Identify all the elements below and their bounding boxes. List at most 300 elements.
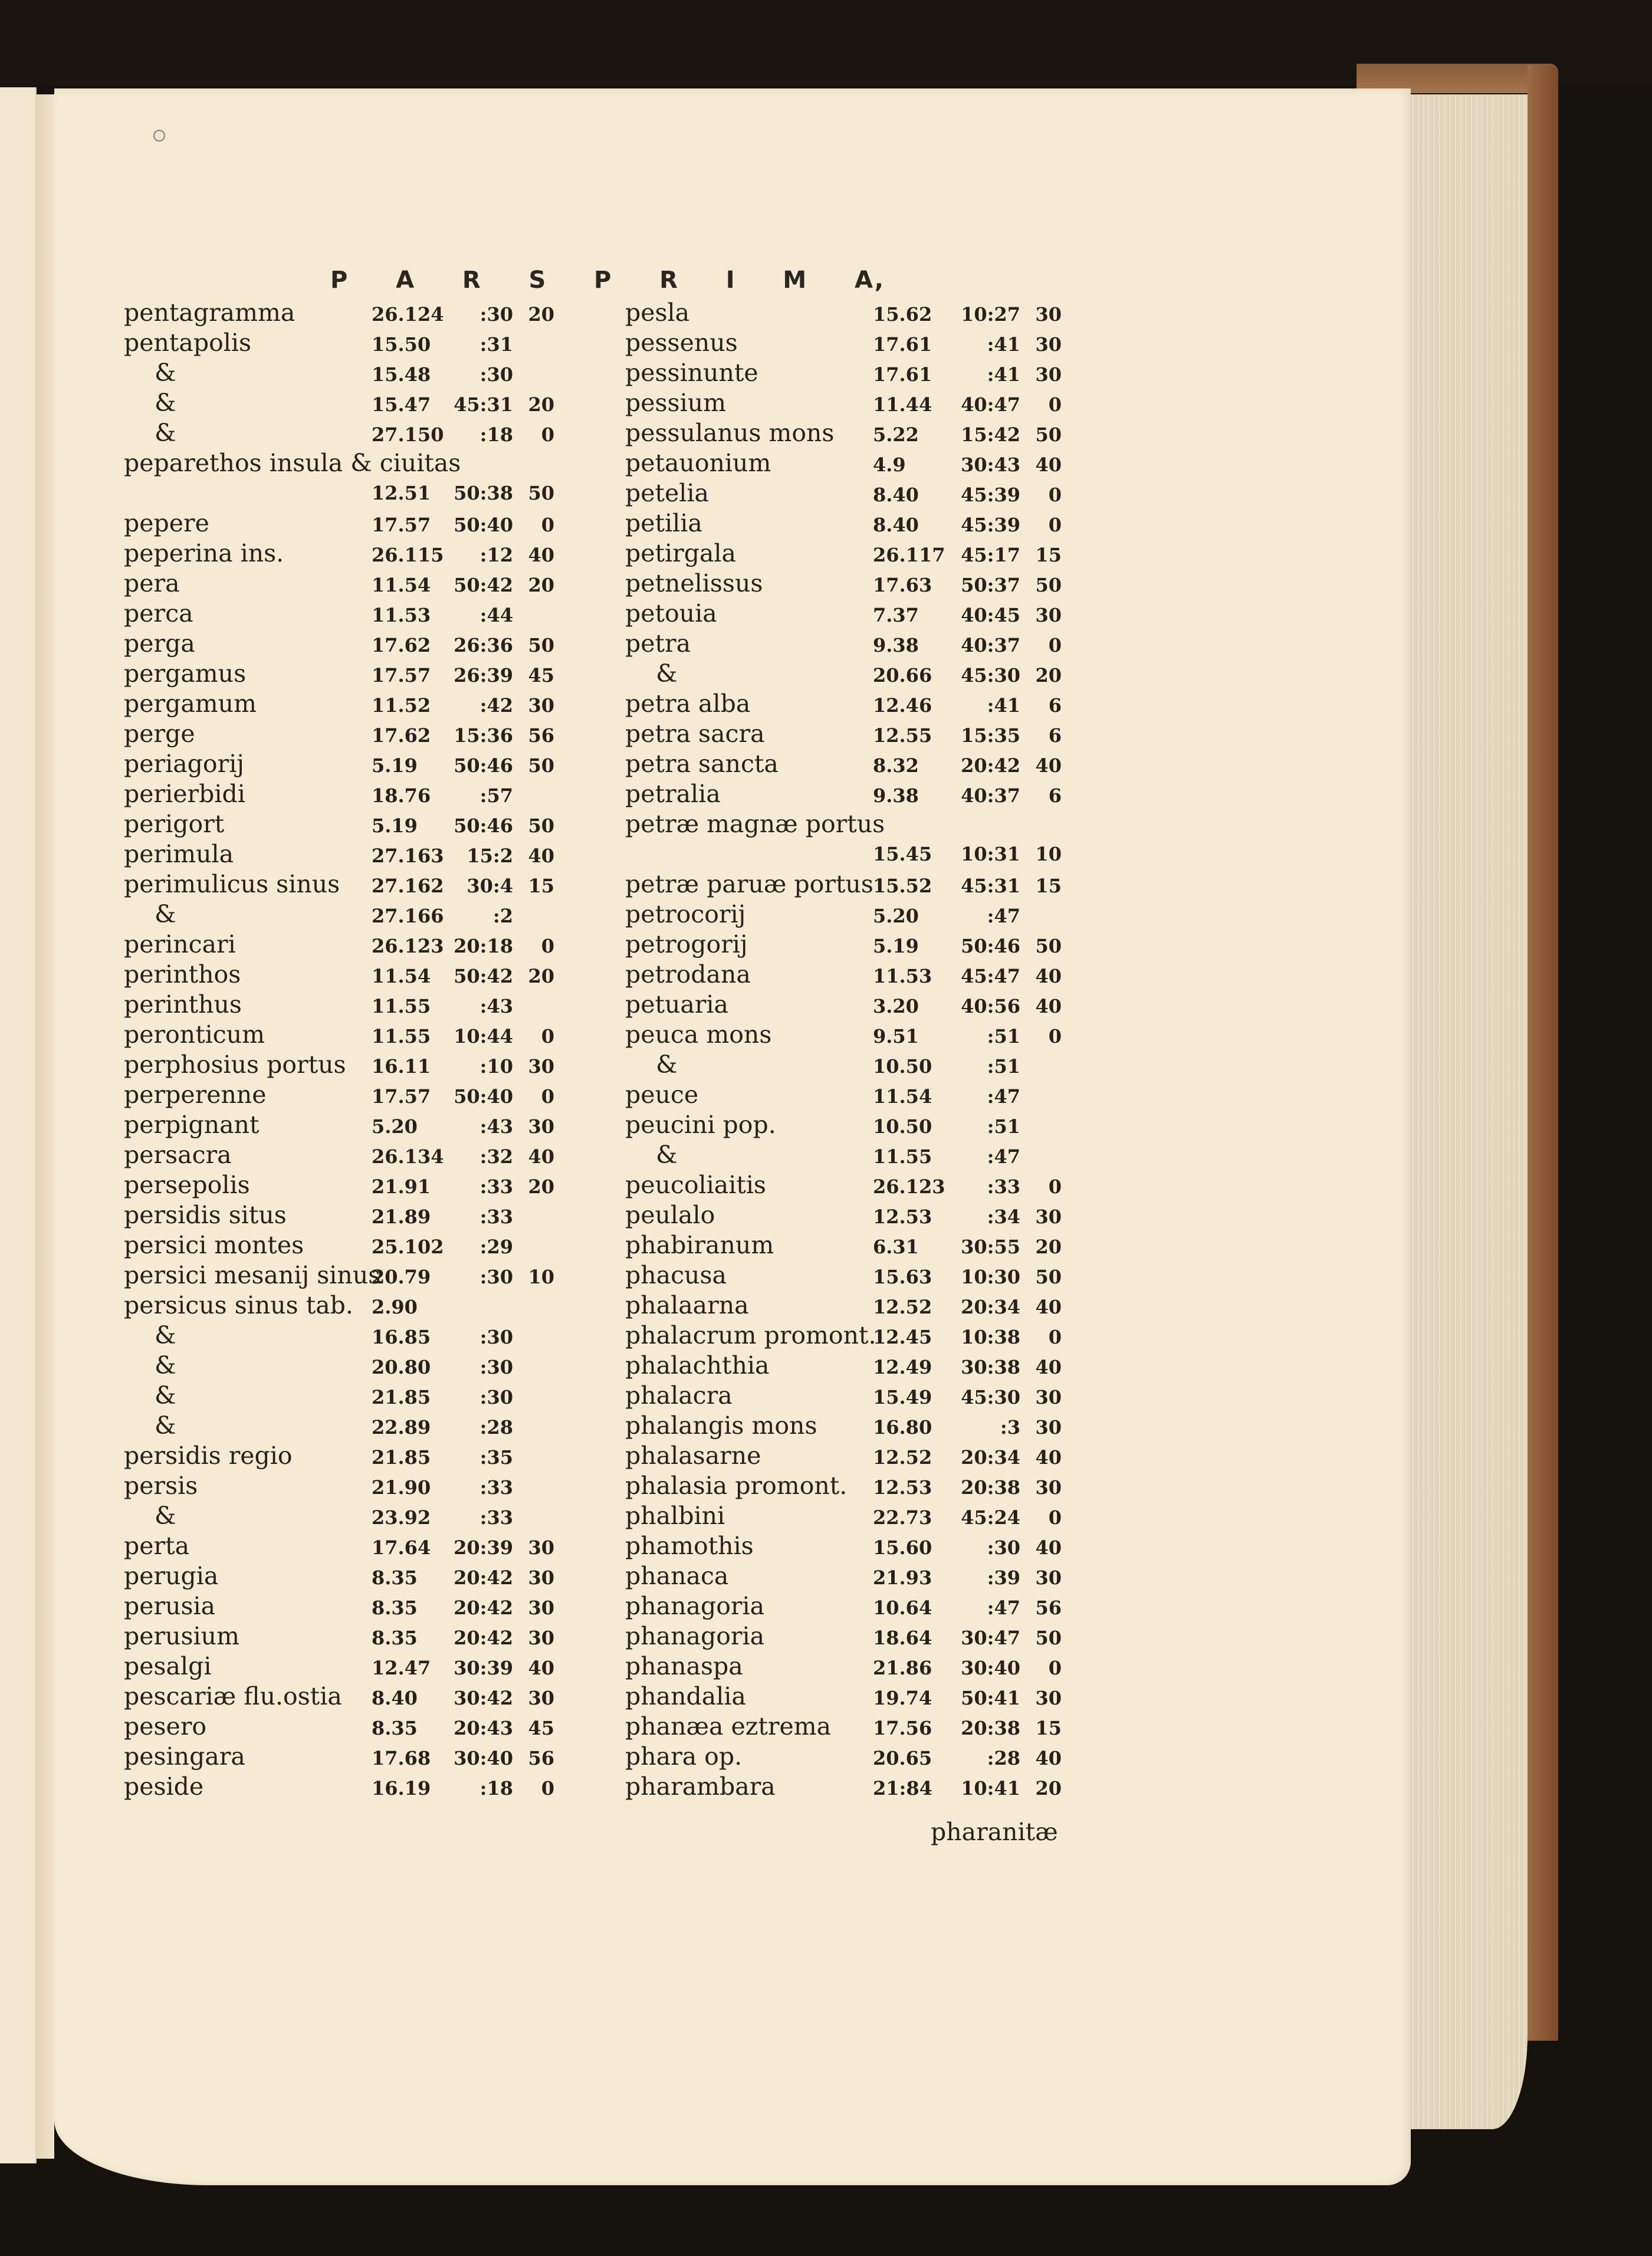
index-entry <box>625 749 1109 779</box>
minutes: 30 <box>1035 303 1062 326</box>
table-reference: 2.90 <box>372 1296 418 1318</box>
index-entry <box>625 1290 1109 1321</box>
coordinate: 10:30 <box>961 1266 1020 1288</box>
minutes: 20 <box>1035 1777 1062 1799</box>
place-name: pentapolis <box>124 329 252 357</box>
table-reference: 9.38 <box>873 784 919 807</box>
place-name: petouia <box>625 599 717 628</box>
minutes: 40 <box>1035 454 1062 476</box>
index-entry <box>124 990 596 1020</box>
place-name: pergamus <box>124 659 247 688</box>
place-name: peucini pop. <box>625 1111 776 1139</box>
place-name: pescariæ flu.ostia <box>124 1682 342 1710</box>
table-reference: 12.46 <box>873 694 932 717</box>
table-reference: 15.45 <box>873 843 932 865</box>
minutes: 45 <box>528 664 554 687</box>
place-name: phanagoria <box>625 1592 765 1620</box>
facing-page-edge <box>0 87 37 2163</box>
index-entry <box>625 538 1109 569</box>
minutes: 40 <box>1035 1356 1062 1378</box>
coordinate: :33 <box>479 1506 513 1529</box>
minutes: 6 <box>1048 724 1062 747</box>
index-entry <box>124 538 596 569</box>
running-head-letter: M <box>783 267 808 294</box>
coordinate: :41 <box>987 363 1020 386</box>
place-name: perpignant <box>124 1111 260 1139</box>
coordinate: 45:30 <box>961 664 1020 687</box>
place-name: perca <box>124 599 193 628</box>
coordinate: 30:4 <box>467 875 513 897</box>
place-name: & <box>656 1050 678 1079</box>
coordinate: 40:37 <box>961 634 1020 656</box>
index-entry <box>124 1441 596 1471</box>
index-entry <box>124 1712 596 1742</box>
index-entry <box>625 1230 1109 1260</box>
table-reference: 20.65 <box>873 1747 932 1769</box>
coordinate: 10:27 <box>961 303 1020 326</box>
table-reference: 10.50 <box>873 1055 932 1078</box>
index-entry <box>124 448 596 478</box>
place-name: petauonium <box>625 449 771 477</box>
index-entry <box>625 960 1109 990</box>
index-entry <box>625 1140 1109 1170</box>
coordinate: :43 <box>479 1115 513 1138</box>
index-entry <box>625 298 1109 328</box>
coordinate: 30:38 <box>961 1356 1020 1378</box>
coordinate: :28 <box>479 1416 513 1439</box>
table-reference: 12.55 <box>873 724 932 747</box>
coordinate: 15:2 <box>467 845 513 867</box>
table-reference: 22.89 <box>372 1416 431 1439</box>
index-entry <box>124 899 596 930</box>
minutes: 56 <box>528 724 554 747</box>
index-entry <box>124 779 596 809</box>
place-name: persis <box>124 1472 198 1500</box>
index-entry <box>625 1471 1109 1501</box>
index-entry <box>124 1020 596 1050</box>
place-name: peucoliaitis <box>625 1171 766 1199</box>
place-name: phandalia <box>625 1682 746 1710</box>
index-entry <box>625 1170 1109 1200</box>
table-reference: 6.31 <box>873 1236 919 1258</box>
coordinate: :43 <box>479 995 513 1017</box>
place-name: petelia <box>625 479 709 507</box>
minutes: 20 <box>528 303 554 326</box>
coordinate: :42 <box>479 694 513 717</box>
minutes: 40 <box>528 845 554 867</box>
index-entry <box>124 1471 596 1501</box>
place-name: & <box>155 1351 176 1380</box>
running-head-letter: P <box>594 267 613 294</box>
minutes: 0 <box>1048 393 1062 416</box>
table-reference: 15.49 <box>873 1386 932 1408</box>
index-entry <box>124 1290 596 1321</box>
place-name: & <box>155 1502 176 1530</box>
coordinate: :29 <box>479 1236 513 1258</box>
minutes: 40 <box>528 1145 554 1168</box>
coordinate: 40:37 <box>961 784 1020 807</box>
minutes: 40 <box>1035 995 1062 1017</box>
book-cover-edge <box>1528 65 1558 2041</box>
coordinate: 40:56 <box>961 995 1020 1017</box>
running-head-letter: A <box>396 267 416 294</box>
coordinate: 45:39 <box>961 484 1020 506</box>
table-reference: 8.40 <box>372 1687 418 1709</box>
table-reference: 27.166 <box>372 905 444 927</box>
minutes: 30 <box>1035 604 1062 626</box>
place-name: persici mesanij sinus <box>124 1261 381 1289</box>
coordinate: 45:31 <box>454 393 513 416</box>
coordinate: 20:38 <box>961 1476 1020 1499</box>
minutes: 0 <box>1048 1025 1062 1047</box>
index-entry <box>124 1050 596 1080</box>
coordinate: 40:47 <box>961 393 1020 416</box>
coordinate: :30 <box>987 1536 1020 1559</box>
table-reference: 16.11 <box>372 1055 431 1078</box>
index-entry <box>625 1351 1109 1381</box>
coordinate: 15:36 <box>454 724 513 747</box>
coordinate: :31 <box>479 333 513 356</box>
table-reference: 12.53 <box>873 1206 932 1228</box>
table-reference: 26.115 <box>372 544 444 566</box>
table-reference: 8.32 <box>873 754 919 777</box>
index-entry <box>124 1531 596 1561</box>
table-reference: 12.52 <box>873 1446 932 1469</box>
place-name: petra alba <box>625 689 751 718</box>
index-entry <box>124 418 596 448</box>
coordinate: :47 <box>987 1085 1020 1108</box>
minutes: 40 <box>1035 1747 1062 1769</box>
minutes: 0 <box>1048 1326 1062 1348</box>
place-name: perugia <box>124 1562 219 1590</box>
table-reference: 23.92 <box>372 1506 431 1529</box>
minutes: 15 <box>1035 875 1062 897</box>
place-name: petirgala <box>625 539 736 567</box>
coordinate: :33 <box>479 1206 513 1228</box>
coordinate: 20:43 <box>454 1717 513 1739</box>
index-entry <box>625 358 1109 388</box>
table-reference: 12.51 <box>372 482 431 504</box>
table-reference: 18.64 <box>873 1627 932 1649</box>
coordinate: 50:41 <box>961 1687 1020 1709</box>
minutes: 40 <box>528 544 554 566</box>
coordinate: 50:38 <box>454 482 513 504</box>
coordinate: 40:45 <box>961 604 1020 626</box>
index-entry <box>625 1501 1109 1531</box>
coordinate: 20:42 <box>961 754 1020 777</box>
index-entry <box>124 1411 596 1441</box>
table-reference: 17.57 <box>372 514 431 536</box>
table-reference: 22.73 <box>873 1506 932 1529</box>
index-entry <box>625 1561 1109 1591</box>
place-name: peronticum <box>124 1020 265 1049</box>
index-entry <box>625 1591 1109 1621</box>
index-entry <box>625 1200 1109 1230</box>
index-entry <box>124 328 596 358</box>
place-name: petra sancta <box>625 750 779 778</box>
coordinate: 45:24 <box>961 1506 1020 1529</box>
minutes: 56 <box>1035 1597 1062 1619</box>
index-entry <box>625 1621 1109 1651</box>
coordinate: :51 <box>987 1115 1020 1138</box>
coordinate: :18 <box>479 423 513 446</box>
table-reference: 17.61 <box>873 333 932 356</box>
table-reference: 20.66 <box>873 664 932 687</box>
table-reference: 16.85 <box>372 1326 431 1348</box>
minutes: 15 <box>1035 1717 1062 1739</box>
table-reference: 17.57 <box>372 664 431 687</box>
place-name: peuce <box>625 1081 699 1109</box>
table-reference: 5.20 <box>372 1115 418 1138</box>
table-reference: 17.63 <box>873 574 932 596</box>
place-name: phamothis <box>625 1532 754 1560</box>
table-reference: 5.19 <box>372 754 418 777</box>
coordinate: 15:42 <box>961 423 1020 446</box>
coordinate: 50:40 <box>454 514 513 536</box>
coordinate: 10:38 <box>961 1326 1020 1348</box>
index-entry <box>625 448 1109 478</box>
running-head-letter: A, <box>855 267 885 294</box>
table-reference: 15.48 <box>372 363 431 386</box>
minutes: 20 <box>528 1175 554 1198</box>
table-reference: 21.85 <box>372 1446 431 1469</box>
minutes: 0 <box>1048 484 1062 506</box>
index-entry <box>124 1140 596 1170</box>
coordinate: :57 <box>479 784 513 807</box>
place-name: phalaarna <box>625 1291 749 1319</box>
coordinate: 45:39 <box>961 514 1020 536</box>
index-entry <box>625 569 1109 599</box>
place-name: phalacra <box>625 1381 733 1410</box>
minutes: 0 <box>541 1777 554 1799</box>
place-name: persacra <box>124 1141 232 1169</box>
minutes: 50 <box>1035 935 1062 957</box>
table-reference: 21.86 <box>873 1657 932 1679</box>
index-entry <box>625 1050 1109 1080</box>
place-name: perta <box>124 1532 190 1560</box>
table-reference: 15.63 <box>873 1266 932 1288</box>
index-entry <box>124 1742 596 1772</box>
minutes: 30 <box>1035 333 1062 356</box>
minutes: 6 <box>1048 694 1062 717</box>
place-name: perusia <box>124 1592 216 1620</box>
coordinate: :30 <box>479 1326 513 1348</box>
minutes: 10 <box>1035 843 1062 865</box>
coordinate: :32 <box>479 1145 513 1168</box>
place-name: petra sacra <box>625 720 765 748</box>
coordinate: 20:38 <box>961 1717 1020 1739</box>
place-name: perinthus <box>124 990 242 1019</box>
table-reference: 11.44 <box>873 393 932 416</box>
index-entry <box>124 1621 596 1651</box>
index-entry <box>124 1351 596 1381</box>
table-reference: 17.64 <box>372 1536 431 1559</box>
table-reference: 21.91 <box>372 1175 431 1198</box>
minutes: 40 <box>1035 1296 1062 1318</box>
minutes: 40 <box>528 1657 554 1679</box>
table-reference: 15.50 <box>372 333 431 356</box>
place-name: & <box>155 1321 176 1349</box>
index-entry <box>625 1020 1109 1050</box>
index-entry <box>625 990 1109 1020</box>
index-entry <box>124 1170 596 1200</box>
coordinate: 50:46 <box>454 754 513 777</box>
index-column-left <box>124 298 596 1802</box>
index-entry <box>124 629 596 659</box>
coordinate: 45:17 <box>961 544 1020 566</box>
place-name: phalasia promont. <box>625 1472 848 1500</box>
place-name: & <box>656 1141 678 1169</box>
table-reference: 17.57 <box>372 1085 431 1108</box>
coordinate: :18 <box>479 1777 513 1799</box>
coordinate: 20:39 <box>454 1536 513 1559</box>
index-entry <box>124 1260 596 1290</box>
minutes: 30 <box>1035 1416 1062 1439</box>
index-entry <box>124 599 596 629</box>
place-name: petra <box>625 629 691 658</box>
index-entry <box>625 659 1109 689</box>
place-name: phanagoria <box>625 1622 765 1650</box>
place-name: pesalgi <box>124 1652 212 1680</box>
coordinate: :30 <box>479 1386 513 1408</box>
index-entry <box>625 1441 1109 1471</box>
index-entry <box>124 869 596 899</box>
place-name: phara op. <box>625 1742 743 1771</box>
table-reference: 11.55 <box>873 1145 932 1168</box>
coordinate: 20:42 <box>454 1567 513 1589</box>
index-entry <box>124 1501 596 1531</box>
place-name: peparethos insula & ciuitas <box>124 449 461 477</box>
index-entry <box>625 1080 1109 1110</box>
index-entry <box>625 689 1109 719</box>
table-reference: 8.40 <box>873 514 919 536</box>
gutter <box>35 94 54 2159</box>
table-reference: 18.76 <box>372 784 431 807</box>
place-name: persicus sinus tab. <box>124 1291 353 1319</box>
minutes: 6 <box>1048 784 1062 807</box>
minutes: 50 <box>528 482 554 504</box>
coordinate: 20:34 <box>961 1446 1020 1469</box>
coordinate: :30 <box>479 1266 513 1288</box>
place-name: peperina ins. <box>124 539 284 567</box>
running-head <box>330 267 885 294</box>
index-entry <box>124 1230 596 1260</box>
index-entry <box>124 1381 596 1411</box>
place-name: periagorij <box>124 750 245 778</box>
index-entry <box>625 1110 1109 1140</box>
place-name: perphosius portus <box>124 1050 346 1079</box>
table-reference: 11.54 <box>873 1085 932 1108</box>
table-reference: 12.47 <box>372 1657 431 1679</box>
table-reference: 5.22 <box>873 423 919 446</box>
coordinate: :33 <box>479 1175 513 1198</box>
place-name: phacusa <box>625 1261 727 1289</box>
coordinate: 20:42 <box>454 1627 513 1649</box>
place-name: petnelissus <box>625 569 763 597</box>
minutes: 30 <box>528 1536 554 1559</box>
table-reference: 11.54 <box>372 574 431 596</box>
place-name: perga <box>124 629 195 658</box>
place-name: phalasarne <box>625 1441 761 1470</box>
table-reference: 21.90 <box>372 1476 431 1499</box>
coordinate: 26:39 <box>454 664 513 687</box>
minutes: 0 <box>1048 1175 1062 1198</box>
minutes: 20 <box>528 574 554 596</box>
index-entry <box>625 629 1109 659</box>
table-reference: 8.40 <box>873 484 919 506</box>
place-name: perimulicus sinus <box>124 870 340 898</box>
place-name: petuaria <box>625 990 728 1019</box>
place-name: perinthos <box>124 960 241 989</box>
coordinate: :34 <box>987 1206 1020 1228</box>
minutes: 30 <box>528 1597 554 1619</box>
place-name: & <box>155 900 176 928</box>
index-entry <box>124 689 596 719</box>
table-reference: 5.19 <box>873 935 919 957</box>
coordinate: 45:30 <box>961 1386 1020 1408</box>
index-entry <box>625 839 1109 869</box>
index-entry <box>625 1742 1109 1772</box>
minutes: 30 <box>528 1567 554 1589</box>
table-reference: 15.52 <box>873 875 932 897</box>
place-name: perierbidi <box>124 780 245 808</box>
minutes: 50 <box>528 815 554 837</box>
coordinate: :30 <box>479 1356 513 1378</box>
table-reference: 15.47 <box>372 393 431 416</box>
minutes: 0 <box>1048 1506 1062 1529</box>
table-reference: 27.162 <box>372 875 444 897</box>
table-reference: 8.35 <box>372 1627 418 1649</box>
place-name: & <box>155 419 176 447</box>
place-name: & <box>656 659 678 688</box>
minutes: 15 <box>1035 544 1062 566</box>
coordinate: :44 <box>479 604 513 626</box>
table-reference: 17.68 <box>372 1747 431 1769</box>
minutes: 56 <box>528 1747 554 1769</box>
place-name: petrodana <box>625 960 751 989</box>
coordinate: 30:55 <box>961 1236 1020 1258</box>
table-reference: 19.74 <box>873 1687 932 1709</box>
place-name: petrogorij <box>625 930 748 958</box>
coordinate: :10 <box>479 1055 513 1078</box>
coordinate: 20:34 <box>961 1296 1020 1318</box>
minutes: 0 <box>1048 1657 1062 1679</box>
minutes: 20 <box>1035 1236 1062 1258</box>
coordinate: :3 <box>1000 1416 1020 1439</box>
minutes: 20 <box>1035 664 1062 687</box>
table-reference: 26.117 <box>873 544 945 566</box>
index-entry <box>124 1591 596 1621</box>
table-reference: 11.53 <box>873 965 932 987</box>
index-entry <box>124 1772 596 1802</box>
index-entry <box>124 569 596 599</box>
table-reference: 20.80 <box>372 1356 431 1378</box>
coordinate: 50:42 <box>454 965 513 987</box>
minutes: 30 <box>528 694 554 717</box>
index-entry <box>625 930 1109 960</box>
place-name: petralia <box>625 780 721 808</box>
coordinate: :47 <box>987 905 1020 927</box>
coordinate: 10:44 <box>454 1025 513 1047</box>
index-entry <box>124 809 596 839</box>
minutes: 20 <box>528 965 554 987</box>
place-name: perusium <box>124 1622 239 1650</box>
minutes: 50 <box>1035 1266 1062 1288</box>
running-head-letter: S <box>528 267 547 294</box>
place-name: pessulanus mons <box>625 419 835 447</box>
index-entry <box>625 869 1109 899</box>
table-reference: 16.80 <box>873 1416 932 1439</box>
